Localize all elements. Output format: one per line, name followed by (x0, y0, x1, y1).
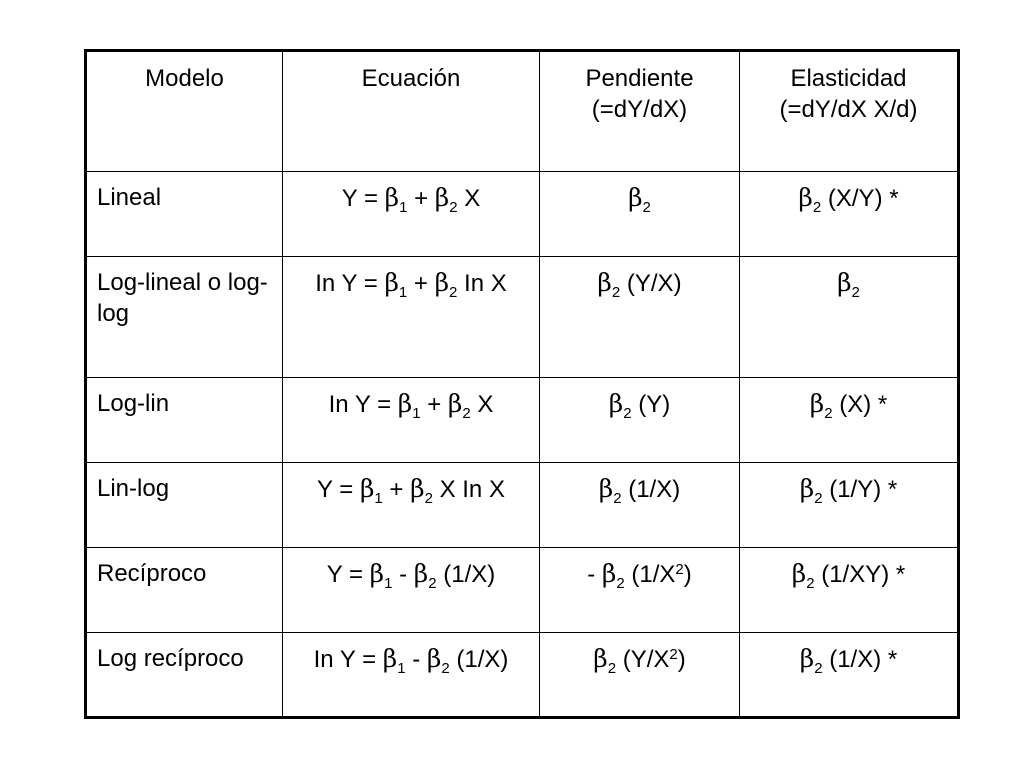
elasticity-cell (740, 257, 959, 378)
superscript: 2 (675, 561, 684, 578)
table-row (86, 463, 959, 548)
superscript: 2 (669, 646, 678, 663)
beta-symbol: β (384, 268, 399, 297)
beta-symbol: β (382, 644, 398, 673)
slope-cell (540, 548, 740, 633)
beta-symbol: β (593, 644, 608, 673)
elasticity-cell (740, 633, 959, 718)
header-equation (283, 51, 540, 172)
elasticity-cell (740, 378, 959, 463)
text-segment: In Y = (313, 646, 383, 673)
model-name-text: Log-lin (97, 390, 170, 417)
header-slope (540, 51, 740, 172)
table-row (86, 172, 959, 257)
beta-symbol: β (799, 644, 815, 673)
subscript: 2 (428, 575, 437, 592)
model-name-text: Lin-log (97, 475, 170, 502)
text-segment: X (457, 185, 481, 212)
subscript: 1 (397, 660, 406, 677)
subscript: 2 (642, 199, 651, 216)
text-segment: (X/Y) * (821, 185, 899, 212)
equation-cell (283, 463, 540, 548)
model-name-cell (86, 463, 283, 548)
subscript: 1 (374, 490, 383, 507)
elasticity-cell (740, 172, 959, 257)
slope-cell (540, 257, 740, 378)
equation-cell (283, 633, 540, 718)
beta-symbol: β (798, 183, 813, 212)
header-elasticity (740, 51, 959, 172)
header-row (86, 51, 959, 172)
beta-symbol: β (837, 268, 852, 297)
beta-symbol: β (809, 389, 825, 418)
text-segment: - (405, 646, 427, 673)
text-segment: X In X (432, 476, 505, 503)
subscript: 1 (398, 284, 408, 301)
equation-cell (283, 548, 540, 633)
subscript: 1 (399, 199, 408, 216)
model-name-text: Lineal (97, 184, 162, 211)
header-elasticity-line-2: (=dY/dX X/d) (779, 96, 918, 123)
equation-cell (283, 257, 540, 378)
text-segment: + (382, 476, 411, 503)
text-segment: + (407, 270, 435, 297)
slope-cell (540, 172, 740, 257)
subscript: 2 (611, 284, 621, 301)
model-name-cell (86, 172, 283, 257)
text-segment: In Y = (328, 391, 398, 418)
table-row (86, 257, 959, 378)
table-row (86, 378, 959, 463)
text-segment: Y = (341, 185, 385, 212)
header-equation-text: Ecuación (361, 65, 461, 92)
elasticity-cell (740, 463, 959, 548)
text-segment: + (407, 185, 435, 212)
subscript: 2 (613, 490, 622, 507)
header-model-text: Modelo (145, 65, 224, 92)
beta-symbol: β (628, 183, 643, 212)
subscript: 2 (814, 660, 823, 677)
elasticity-cell (740, 548, 959, 633)
text-segment: (1/XY) * (814, 561, 906, 588)
model-name-cell (86, 257, 283, 378)
text-segment: (1/X) * (822, 646, 898, 673)
subscript: 1 (384, 575, 393, 592)
model-name-cell (86, 378, 283, 463)
model-name-text: Log-lineal o log-log (97, 269, 268, 327)
table-row (86, 548, 959, 633)
subscript: 2 (424, 490, 433, 507)
text-segment: (Y/X) (620, 270, 682, 297)
header-model (86, 51, 283, 172)
beta-symbol: β (369, 559, 385, 588)
slope-cell (540, 463, 740, 548)
beta-symbol: β (601, 559, 617, 588)
text-segment: Y = (317, 476, 360, 503)
text-segment: + (420, 391, 448, 418)
subscript: 2 (449, 199, 458, 216)
subscript: 2 (441, 660, 450, 677)
subscript: 2 (449, 284, 458, 301)
beta-symbol: β (608, 389, 624, 418)
subscript: 2 (814, 490, 823, 507)
text-segment: - (587, 561, 602, 588)
slope-cell (540, 378, 740, 463)
model-name-cell (86, 633, 283, 718)
subscript: 2 (607, 660, 617, 677)
subscript: 2 (623, 405, 632, 422)
beta-symbol: β (413, 559, 429, 588)
beta-symbol: β (434, 183, 450, 212)
equation-cell (283, 172, 540, 257)
subscript: 2 (806, 575, 815, 592)
table-row (86, 633, 959, 718)
subscript: 2 (462, 405, 471, 422)
text-segment: X (470, 391, 494, 418)
text-segment: (X) * (832, 391, 888, 418)
beta-symbol: β (598, 474, 614, 503)
slope-cell (540, 633, 740, 718)
model-name-text: Recíproco (97, 560, 207, 587)
beta-symbol: β (384, 183, 400, 212)
text-segment: Y = (326, 561, 370, 588)
beta-symbol: β (799, 474, 815, 503)
text-segment: ) (677, 646, 686, 673)
beta-symbol: β (410, 474, 425, 503)
table-body (86, 172, 959, 718)
text-segment: - (392, 561, 414, 588)
text-segment: ) (683, 561, 692, 588)
text-segment: In X (457, 270, 507, 297)
beta-symbol: β (426, 644, 442, 673)
subscript: 1 (412, 405, 421, 422)
subscript: 2 (812, 199, 822, 216)
beta-symbol: β (359, 474, 375, 503)
model-name-cell (86, 548, 283, 633)
text-segment: (Y/X (616, 646, 670, 673)
subscript: 2 (851, 284, 860, 301)
model-name-text: Log recíproco (97, 645, 244, 672)
header-elasticity-line-1: Elasticidad (790, 65, 907, 92)
beta-symbol: β (597, 268, 612, 297)
beta-symbol: β (397, 389, 413, 418)
beta-symbol: β (447, 389, 463, 418)
beta-symbol: β (434, 268, 450, 297)
text-segment: (1/X) (449, 646, 509, 673)
text-segment: (1/X) (621, 476, 681, 503)
subscript: 2 (616, 575, 625, 592)
regression-models-table (84, 49, 960, 719)
text-segment: (Y) (631, 391, 671, 418)
text-segment: (1/Y) * (822, 476, 898, 503)
header-slope-line-2: (=dY/dX) (591, 96, 688, 123)
subscript: 2 (824, 405, 833, 422)
text-segment: In Y = (315, 270, 385, 297)
text-segment: (1/X) (436, 561, 496, 588)
beta-symbol: β (791, 559, 807, 588)
text-segment: (1/X (624, 561, 676, 588)
equation-cell (283, 378, 540, 463)
header-slope-line-1: Pendiente (585, 65, 694, 92)
